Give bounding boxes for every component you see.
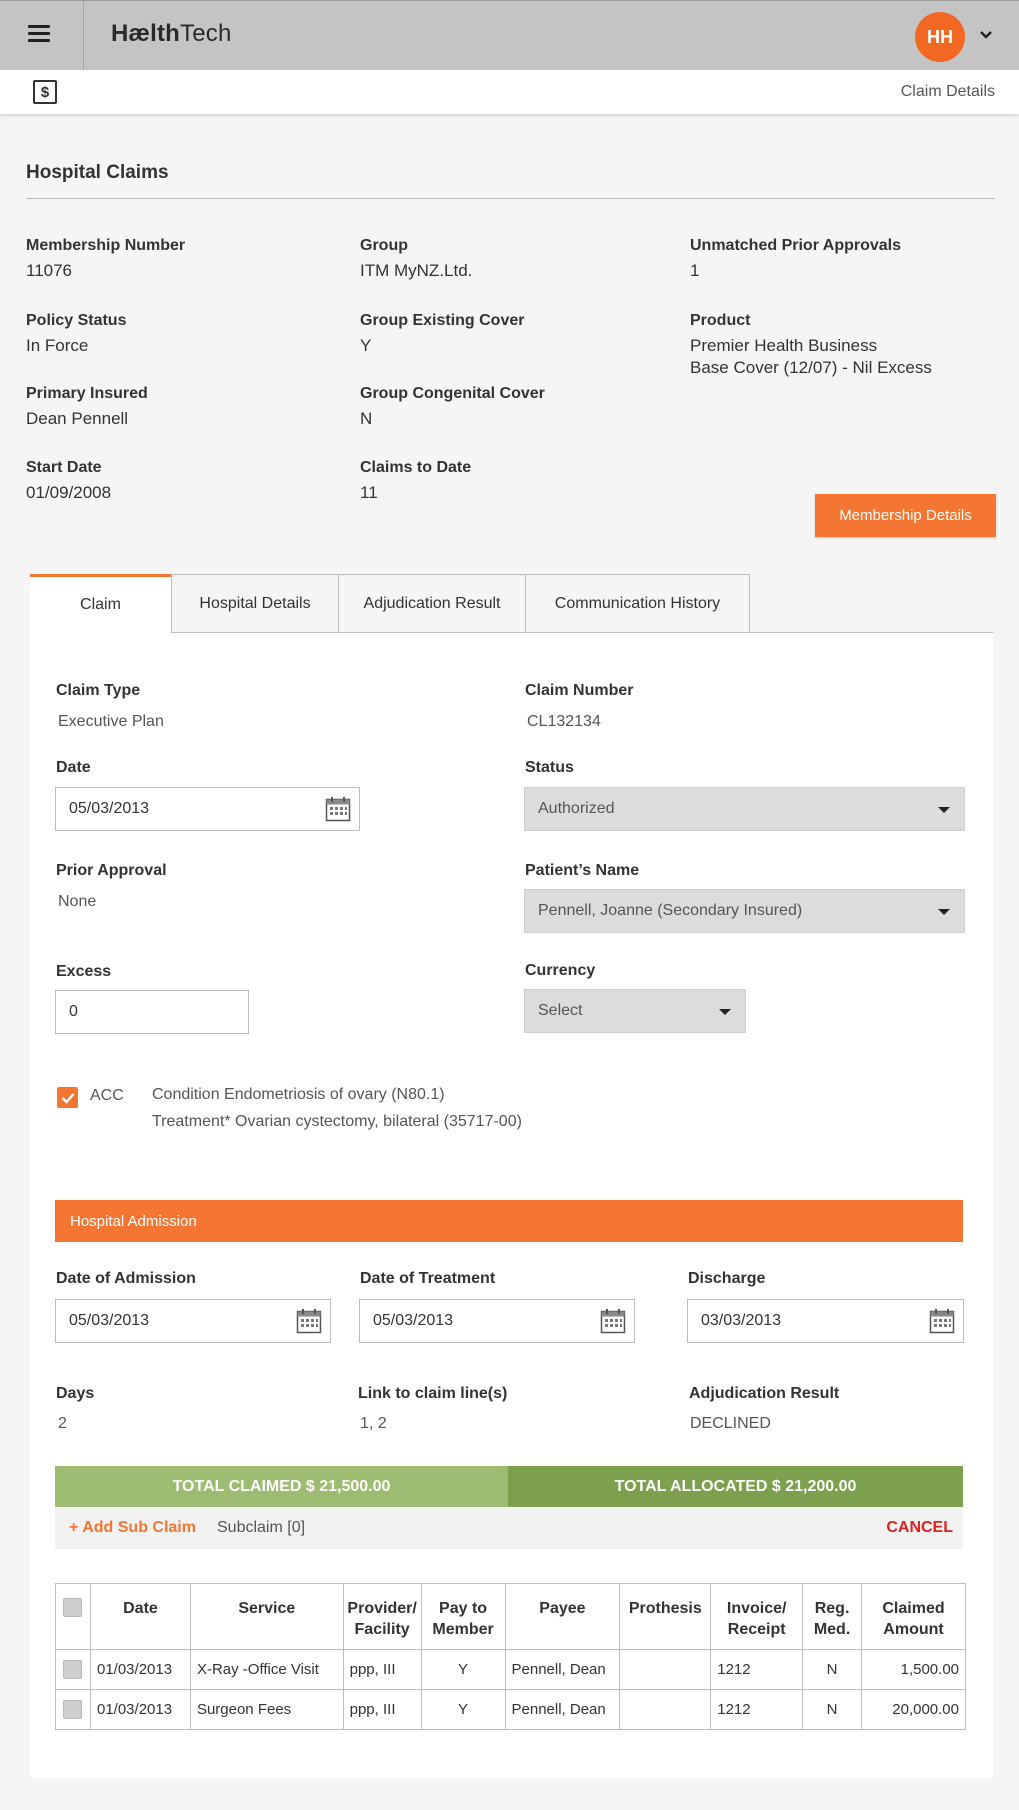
top-bar (0, 0, 1019, 70)
header-invoice-receipt: Invoice/ Receipt (711, 1584, 803, 1650)
currency-select[interactable] (524, 989, 746, 1033)
row-payee: Pennell, Dean (505, 1690, 620, 1730)
sub-header (0, 70, 1019, 114)
row-prothesis (620, 1690, 711, 1730)
membership-number-field (26, 236, 185, 282)
row-prothesis (620, 1650, 711, 1690)
claims-to-date-label: Claims to Date (360, 459, 472, 476)
row-provider: ppp, III (343, 1690, 421, 1730)
header-provider-facility: Provider/ Facility (343, 1584, 421, 1650)
unmatched-prior-approvals-label: Unmatched Prior Approvals (690, 237, 902, 254)
group-value: ITM MyNZ.Ltd. (360, 261, 473, 280)
status-label: Status (525, 759, 574, 776)
excess-label: Excess (56, 963, 112, 980)
dollar-icon[interactable]: $ (33, 80, 57, 104)
start-date-field (26, 458, 111, 504)
row-claimed-amount: 20,000.00 (862, 1690, 966, 1730)
prior-approval-value: None (58, 893, 97, 910)
start-date-label: Start Date (26, 459, 102, 476)
treatment-text: Treatment* Ovarian cystectomy, bilateral (35717-00) (152, 1113, 522, 1130)
row-payee: Pennell, Dean (505, 1650, 620, 1690)
policy-status-label: Policy Status (26, 312, 127, 329)
tabs-divider (750, 632, 993, 633)
policy-status-field (26, 311, 126, 357)
product-value-line1: Premier Health Business (690, 336, 878, 355)
date-of-treatment-label: Date of Treatment (360, 1270, 496, 1287)
title-divider (26, 198, 995, 199)
currency-select-value: Select (538, 1002, 583, 1019)
currency-label: Currency (525, 962, 596, 979)
group-existing-cover-field (360, 311, 524, 357)
membership-number-value: 11076 (26, 261, 73, 280)
row-service: X-Ray -Office Visit (190, 1650, 343, 1690)
link-to-claim-lines-value: 1, 2 (360, 1415, 387, 1432)
select-all-header (56, 1584, 91, 1650)
header-pay-to-member: Pay to Member (421, 1584, 505, 1650)
cancel-button[interactable]: CANCEL (886, 1519, 953, 1536)
table-row[interactable] (56, 1650, 966, 1690)
tab-hospital-details[interactable]: Hospital Details (171, 574, 339, 633)
date-of-admission-input[interactable] (55, 1299, 331, 1343)
row-invoice: 1212 (711, 1690, 803, 1730)
calendar-icon[interactable] (929, 1308, 955, 1334)
table-row[interactable] (56, 1690, 966, 1730)
select-all-checkbox[interactable] (63, 1598, 82, 1617)
hospital-admission-bar (55, 1200, 963, 1242)
date-input-value: 05/03/2013 (69, 800, 150, 817)
adjudication-result-value: DECLINED (690, 1415, 771, 1432)
header-service: Service (190, 1584, 343, 1650)
hamburger-menu-icon[interactable] (28, 25, 50, 43)
group-existing-cover-label: Group Existing Cover (360, 312, 525, 329)
add-sub-claim-button[interactable]: + Add Sub Claim (69, 1519, 196, 1536)
days-value: 2 (58, 1415, 67, 1432)
tab-claim[interactable]: Claim (30, 574, 172, 633)
primary-insured-value: Dean Pennell (26, 409, 129, 428)
chevron-down-icon[interactable] (980, 29, 992, 41)
unmatched-prior-approvals-field (690, 236, 901, 282)
claim-lines-table (55, 1583, 966, 1730)
page-title: Hospital Claims (26, 162, 169, 183)
tab-adjudication-result[interactable]: Adjudication Result (338, 574, 526, 633)
calendar-icon[interactable] (600, 1308, 626, 1334)
total-allocated: TOTAL ALLOCATED $ 21,200.00 (508, 1466, 963, 1507)
discharge-input[interactable] (687, 1299, 964, 1343)
product-value-line2: Base Cover (12/07) - Nil Excess (690, 358, 932, 377)
claim-number-label: Claim Number (525, 682, 634, 699)
tab-communication-history[interactable]: Communication History (525, 574, 750, 633)
group-congenital-cover-value: N (360, 409, 373, 428)
excess-input-value: 0 (69, 1003, 78, 1020)
caret-down-icon (938, 909, 950, 915)
policy-status-value: In Force (26, 336, 89, 355)
date-of-treatment-input[interactable] (359, 1299, 635, 1343)
product-field (690, 311, 932, 379)
patient-name-select[interactable] (524, 889, 965, 933)
row-provider: ppp, III (343, 1650, 421, 1690)
acc-label: ACC (90, 1087, 124, 1104)
app-logo[interactable]: HælthTech (111, 20, 232, 47)
header-divider (83, 1, 84, 71)
row-checkbox[interactable] (63, 1660, 82, 1679)
unmatched-prior-approvals-value: 1 (690, 261, 700, 280)
discharge-value: 03/03/2013 (701, 1312, 782, 1329)
claim-number-value: CL132134 (527, 713, 601, 730)
claim-type-value: Executive Plan (58, 713, 164, 730)
acc-checkbox[interactable] (57, 1087, 78, 1108)
primary-insured-field (26, 384, 148, 430)
row-claimed-amount: 1,500.00 (862, 1650, 966, 1690)
row-service: Surgeon Fees (190, 1690, 343, 1730)
breadcrumb: Claim Details (900, 83, 995, 100)
header-payee: Payee (505, 1584, 620, 1650)
row-pay-to-member: Y (421, 1690, 505, 1730)
caret-down-icon (719, 1009, 731, 1015)
row-reg-med: N (803, 1650, 862, 1690)
status-select-value: Authorized (538, 800, 615, 817)
subclaim-count: Subclaim [0] (217, 1519, 306, 1536)
condition-text: Condition Endometriosis of ovary (N80.1) (152, 1086, 445, 1103)
group-existing-cover-value: Y (360, 336, 372, 355)
claim-type-label: Claim Type (56, 682, 141, 699)
days-label: Days (56, 1385, 95, 1402)
row-invoice: 1212 (711, 1650, 803, 1690)
date-label: Date (56, 759, 91, 776)
start-date-value: 01/09/2008 (26, 483, 112, 502)
totals-bar (55, 1466, 963, 1507)
caret-down-icon (938, 807, 950, 813)
row-pay-to-member: Y (421, 1650, 505, 1690)
status-select[interactable] (524, 787, 965, 831)
checkmark-icon (61, 1092, 75, 1104)
subclaim-toolbar (55, 1508, 963, 1549)
membership-details-button[interactable]: Membership Details (815, 494, 996, 537)
row-date: 01/03/2013 (90, 1650, 190, 1690)
group-congenital-cover-label: Group Congenital Cover (360, 385, 545, 402)
row-date: 01/03/2013 (90, 1690, 190, 1730)
excess-input[interactable] (55, 990, 249, 1034)
avatar[interactable]: HH (915, 12, 965, 62)
group-congenital-cover-field (360, 384, 545, 430)
header-prothesis: Prothesis (620, 1584, 711, 1650)
group-field (360, 236, 472, 282)
date-of-admission-value: 05/03/2013 (69, 1312, 150, 1329)
hospital-admission-title: Hospital Admission (70, 1212, 197, 1230)
row-reg-med: N (803, 1690, 862, 1730)
group-label: Group (360, 237, 408, 254)
primary-insured-label: Primary Insured (26, 385, 148, 402)
calendar-icon[interactable] (325, 796, 351, 822)
claims-to-date-field (360, 458, 471, 504)
prior-approval-label: Prior Approval (56, 862, 167, 879)
product-label: Product (690, 312, 751, 329)
date-of-admission-label: Date of Admission (56, 1270, 196, 1287)
link-to-claim-lines-label: Link to claim line(s) (358, 1385, 508, 1402)
total-claimed: TOTAL CLAIMED $ 21,500.00 (55, 1466, 508, 1507)
claims-to-date-value: 11 (360, 483, 378, 502)
row-checkbox[interactable] (63, 1700, 82, 1719)
row-select-cell (56, 1690, 91, 1730)
patient-name-label: Patient’s Name (525, 862, 640, 879)
calendar-icon[interactable] (296, 1308, 322, 1334)
header-claimed-amount: Claimed Amount (862, 1584, 966, 1650)
table-header-row (56, 1584, 966, 1650)
header-reg-med: Reg. Med. (803, 1584, 862, 1650)
adjudication-result-label: Adjudication Result (689, 1385, 840, 1402)
patient-name-select-value: Pennell, Joanne (Secondary Insured) (538, 902, 803, 919)
header-date: Date (90, 1584, 190, 1650)
date-of-treatment-value: 05/03/2013 (373, 1312, 454, 1329)
date-input[interactable] (55, 787, 360, 831)
discharge-label: Discharge (688, 1270, 766, 1287)
membership-number-label: Membership Number (26, 237, 186, 254)
row-select-cell (56, 1650, 91, 1690)
